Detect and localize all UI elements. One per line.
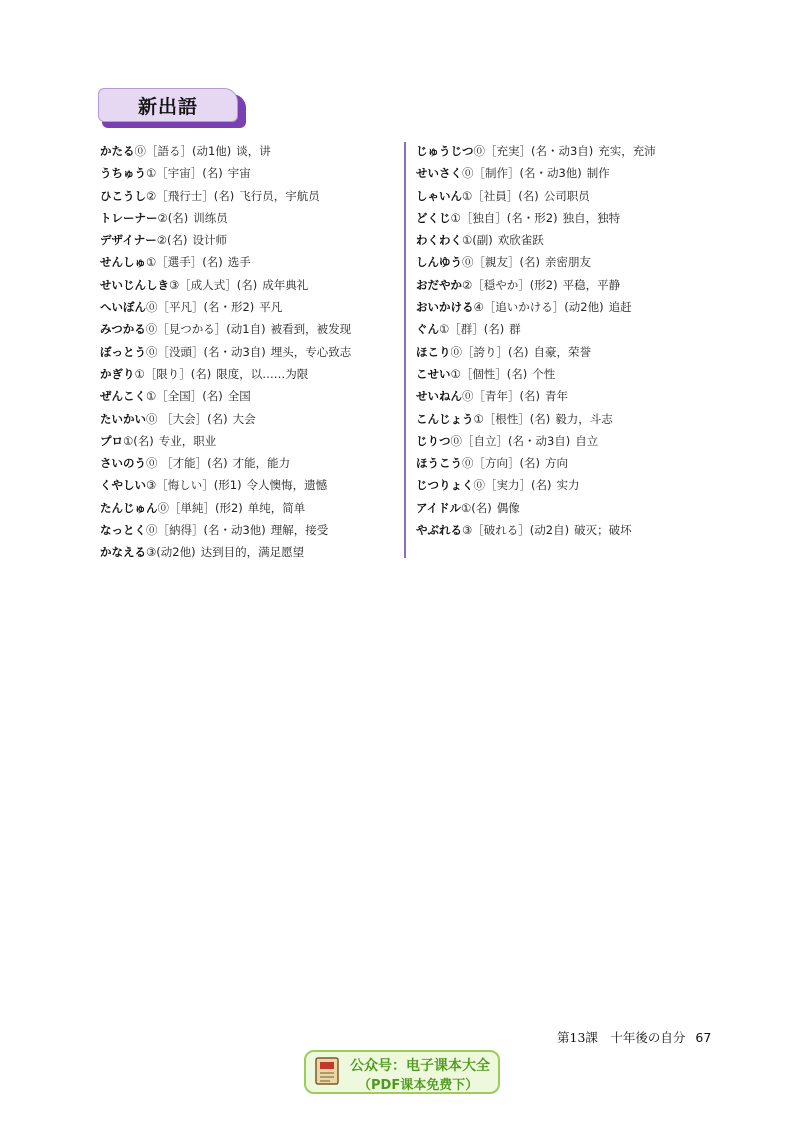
vocab-detail: ②(名) [157, 210, 189, 225]
vocab-entry [416, 140, 716, 162]
vocab-meaning: 偶像 [496, 500, 520, 515]
vocab-detail: ⓪［実力］(名) [473, 478, 552, 493]
vocab-meaning: 选手 [227, 255, 251, 270]
vocab-meaning: 平稳，平静 [562, 277, 621, 292]
vocab-word: デザイナー [100, 233, 157, 248]
vocab-entry [416, 162, 716, 184]
vocab-detail: ⓪［誇り］(名) [450, 344, 529, 359]
vocab-detail: ⓪［方向］(名) [462, 456, 540, 471]
vocab-word: しんゆう [416, 255, 462, 270]
vocab-word: じゅうじつ [416, 144, 474, 158]
vocab-word: へいぼん [100, 300, 146, 315]
vocab-word: おだやか [416, 277, 462, 292]
vocab-detail: ①［社員］(名) [462, 188, 539, 203]
vocab-entry [100, 385, 400, 407]
vocab-entry [100, 363, 400, 385]
vocab-word: せいねん [416, 389, 462, 404]
vocab-detail: ①［個性］(名) [450, 366, 528, 381]
stamp-line-2: （PDF课本免费下） [358, 1078, 479, 1093]
vocab-detail: ③［悔しい］(形1) [146, 478, 242, 493]
vocab-word: ほこり [416, 344, 451, 359]
vocab-word: せいじんしき [100, 277, 169, 292]
vocab-column-right [416, 140, 716, 541]
page-footer [557, 1028, 711, 1046]
vocab-meaning: 大会 [232, 411, 256, 426]
page-number: 67 [695, 1030, 712, 1045]
vocab-meaning: 实力 [556, 478, 580, 493]
vocab-detail: ⓪［青年］(名) [462, 389, 540, 404]
vocab-detail: ②［飛行士］(名) [146, 188, 235, 203]
column-divider [404, 142, 406, 558]
vocab-word: たいかい [100, 411, 146, 426]
vocab-entry [416, 363, 716, 385]
stamp-line-1: 公众号：电子课本大全 [350, 1058, 490, 1074]
vocab-meaning: 单纯，简单 [247, 500, 306, 515]
vocab-word: おいかける [416, 300, 474, 315]
vocab-detail: ⓪ ［大会］(名) [146, 411, 228, 426]
vocab-word: アイドル [416, 500, 461, 515]
vocab-meaning: 毅力，斗志 [555, 411, 613, 426]
vocab-detail: ③［成人式］(名) [169, 277, 258, 292]
vocab-entry [416, 318, 716, 340]
vocab-entry [100, 474, 400, 496]
vocab-meaning: 设计师 [192, 233, 227, 248]
vocab-word: かなえる [100, 545, 146, 560]
vocab-meaning: 专业，职业 [158, 433, 217, 448]
vocab-detail: ⓪［平凡］(名・形2) [146, 300, 255, 315]
vocab-word: かたる [100, 144, 135, 158]
vocab-entry [100, 162, 400, 184]
vocab-meaning: 自豪，荣誉 [533, 344, 591, 359]
vocab-meaning: 方向 [544, 456, 568, 471]
vocab-meaning: 青年 [544, 389, 568, 404]
vocab-word: ひこうし [100, 188, 146, 203]
vocab-detail: ①(副) [462, 233, 493, 248]
vocab-detail: ⓪［親友］(名) [462, 255, 540, 270]
vocab-entry [416, 430, 716, 452]
vocab-word: わくわく [416, 233, 462, 248]
lesson-title: 第13課 十年後の自分 [557, 1030, 686, 1045]
vocab-detail: ⓪［単純］(形2) [157, 500, 243, 515]
vocab-meaning: 令人懊悔，遗憾 [246, 478, 328, 493]
vocab-detail: ③(动2他) [146, 545, 196, 560]
vocab-entry [100, 296, 400, 318]
vocab-meaning: 被看到，被发现 [270, 322, 352, 337]
vocab-detail: ⓪［自立］(名・动3自) [450, 433, 571, 448]
vocab-detail: ①(名) [460, 500, 492, 515]
vocab-meaning: 理解，接受 [270, 523, 329, 538]
vocab-meaning: 达到目的，满足愿望 [200, 545, 305, 560]
vocab-meaning: 谈，讲 [236, 144, 271, 158]
vocab-word: しゃいん [416, 188, 462, 203]
vocab-detail: ①［限り］(名) [134, 366, 212, 381]
vocab-detail: ①(名) [123, 433, 154, 448]
vocab-word: せんしゅ [100, 255, 146, 270]
vocab-detail: ①［独自］(名・形2) [450, 210, 558, 225]
vocab-entry [100, 541, 400, 563]
vocab-entry [416, 185, 716, 207]
vocab-entry [100, 318, 400, 340]
vocab-meaning: 平凡 [259, 300, 283, 315]
vocab-entry [416, 296, 716, 318]
vocab-meaning: 全国 [227, 389, 251, 404]
vocab-meaning: 宇宙 [227, 166, 251, 181]
vocab-detail: ③［破れる］(动2自) [462, 523, 570, 538]
vocab-entry [416, 251, 716, 273]
vocab-detail: ②［穏やか］(形2) [462, 277, 558, 292]
vocab-entry [100, 274, 400, 296]
vocab-meaning: 充实，充沛 [598, 144, 656, 158]
vocab-meaning: 限度，以……为限 [216, 366, 309, 381]
vocab-entry [100, 185, 400, 207]
vocab-meaning: 独自，独特 [562, 210, 621, 225]
vocab-detail: ⓪［制作］(名・动3他) [462, 166, 582, 181]
vocab-word: くやしい [100, 478, 146, 493]
vocab-detail: ⓪［納得］(名・动3他) [146, 523, 266, 538]
vocab-word: こんじょう [416, 411, 474, 426]
vocab-detail: ⓪［見つかる］(动1自) [145, 322, 266, 337]
vocab-entry [100, 519, 400, 541]
title-text: 新出語 [137, 95, 198, 118]
vocab-detail: ⓪ ［才能］(名) [146, 456, 228, 471]
vocab-entry [416, 452, 716, 474]
vocab-detail: ②(名) [156, 233, 188, 248]
vocab-word: ほうこう [416, 456, 462, 471]
vocab-entry [416, 408, 716, 430]
vocab-meaning: 破灭；破坏 [574, 523, 632, 538]
vocab-detail: ⓪［語る］(动1他) [134, 144, 232, 158]
vocab-word: トレーナー [100, 210, 158, 225]
watermark-stamp [304, 1050, 500, 1094]
vocab-detail: ①［全国］(名) [146, 389, 223, 404]
vocab-entry [416, 385, 716, 407]
vocab-entry [416, 274, 716, 296]
vocab-word: じりつ [416, 433, 451, 448]
vocab-meaning: 飞行员，宇航员 [239, 188, 320, 203]
vocab-meaning: 个性 [532, 366, 556, 381]
vocab-detail: ④［追いかける］(动2他) [473, 300, 604, 315]
vocab-entry [100, 207, 400, 229]
vocab-word: みつかる [100, 322, 146, 337]
vocab-entry [416, 207, 716, 229]
vocab-meaning: 埋头，专心致志 [270, 344, 352, 359]
vocab-detail: ①［宇宙］(名) [146, 166, 223, 181]
vocab-entry [416, 519, 716, 541]
vocab-word: どくじ [416, 210, 451, 225]
title-box [98, 88, 238, 122]
vocab-column-left [100, 140, 400, 564]
vocab-entry [100, 140, 400, 162]
vocab-word: たんじゅん [100, 500, 158, 515]
vocab-meaning: 欢欣雀跃 [497, 233, 544, 248]
vocab-entry [416, 497, 716, 519]
vocab-word: かぎり [100, 366, 135, 381]
vocab-meaning: 公司职员 [543, 188, 590, 203]
vocab-entry [416, 474, 716, 496]
vocab-word: なっとく [100, 523, 146, 538]
vocab-word: プロ [100, 433, 123, 448]
vocab-word: さいのう [100, 456, 146, 471]
vocab-word: ぼっとう [100, 344, 146, 359]
vocab-word: じつりょく [416, 478, 474, 493]
vocab-detail: ⓪［没頭］(名・动3自) [146, 344, 266, 359]
vocab-entry [100, 408, 400, 430]
vocab-entry [100, 452, 400, 474]
vocab-meaning: 亲密朋友 [544, 255, 591, 270]
vocab-meaning: 训练员 [193, 210, 228, 225]
vocab-entry [100, 341, 400, 363]
vocab-entry [100, 229, 400, 251]
vocab-word: やぶれる [416, 523, 462, 538]
book-icon [314, 1056, 342, 1088]
vocab-meaning: 群 [509, 322, 521, 337]
vocab-entry [100, 497, 400, 519]
vocab-meaning: 自立 [575, 433, 599, 448]
vocab-detail: ①［群］(名) [439, 322, 505, 337]
vocab-word: こせい [416, 366, 451, 381]
vocab-word: せいさく [416, 166, 462, 181]
vocab-word: うちゅう [100, 166, 146, 181]
vocab-entry [100, 430, 400, 452]
vocab-meaning: 制作 [586, 166, 610, 181]
vocab-detail: ①［選手］(名) [146, 255, 223, 270]
vocab-meaning: 追赶 [608, 300, 632, 315]
vocab-word: ぜんこく [100, 389, 146, 404]
vocab-meaning: 才能，能力 [232, 456, 291, 471]
vocab-word: ぐん [416, 322, 439, 337]
vocab-detail: ①［根性］(名) [473, 411, 551, 426]
vocab-meaning: 成年典礼 [262, 277, 309, 292]
vocab-detail: ⓪［充実］(名・动3自) [473, 144, 594, 158]
vocab-entry [416, 341, 716, 363]
section-title [98, 88, 246, 128]
vocab-entry [416, 229, 716, 251]
vocab-entry [100, 251, 400, 273]
